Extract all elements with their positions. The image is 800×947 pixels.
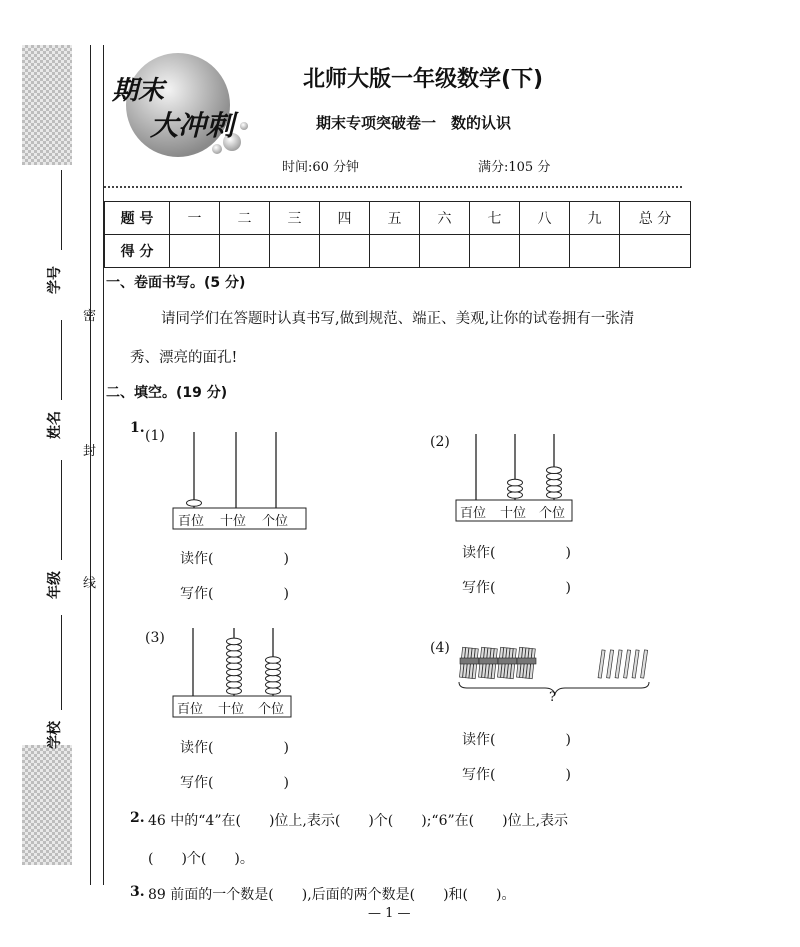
score-table-header-row	[105, 202, 691, 235]
bundle-tie	[460, 658, 479, 664]
q1-1-read[interactable]: 读作( )	[180, 551, 289, 567]
abacus-bead	[227, 663, 242, 670]
abacus-bead	[266, 663, 281, 670]
grade-fill-line	[61, 460, 62, 560]
exam-full-score: 满分:105 分	[478, 160, 551, 175]
score-header-cell: 题 号	[105, 202, 170, 235]
page-number: — 1 —	[368, 906, 411, 921]
binding-pattern-top	[22, 45, 72, 165]
q1-number: 1.	[130, 420, 145, 436]
score-cell[interactable]	[170, 235, 220, 268]
score-cell[interactable]	[270, 235, 320, 268]
score-cell[interactable]	[470, 235, 520, 268]
score-header-cell: 四	[320, 202, 370, 235]
q1-sub2-label: (2)	[430, 434, 450, 450]
abacus-bead	[187, 500, 202, 507]
bundle-tie	[517, 658, 536, 664]
score-cell[interactable]	[320, 235, 370, 268]
dotted-separator	[104, 186, 682, 188]
single-stick	[615, 650, 622, 678]
score-header-cell: 二	[220, 202, 270, 235]
abacus-bead	[508, 492, 523, 499]
logo-text-2: 大冲刺	[150, 109, 235, 142]
bundles-figure	[455, 642, 655, 708]
abacus-bead	[547, 486, 562, 493]
name-label: 姓名	[47, 411, 63, 439]
score-header-cell: 三	[270, 202, 320, 235]
logo	[110, 50, 260, 160]
abacus-3	[172, 626, 294, 720]
score-cell[interactable]	[570, 235, 620, 268]
abacus-bead	[547, 492, 562, 499]
q1-2-write[interactable]: 写作( )	[462, 580, 571, 596]
bundle-tie	[479, 658, 498, 664]
q1-sub3-label: (3)	[145, 630, 165, 646]
page-subtitle: 期末专项突破卷一 数的认识	[316, 114, 512, 132]
abacus-3-place-ones: 个位	[258, 702, 285, 717]
seal-char-feng: 封	[83, 444, 97, 459]
student-no-label: 学号	[47, 266, 63, 294]
binding-line-outer	[90, 45, 91, 885]
score-header-cell: 八	[520, 202, 570, 235]
single-stick	[624, 650, 631, 678]
abacus-bead	[227, 638, 242, 645]
abacus-bead	[227, 688, 242, 695]
score-header-cell: 总 分	[620, 202, 691, 235]
q2-line2: ( )个( )。	[148, 851, 254, 867]
score-cell[interactable]	[420, 235, 470, 268]
score-header-cell: 七	[470, 202, 520, 235]
score-cell[interactable]	[370, 235, 420, 268]
abacus-bead	[266, 675, 281, 682]
binding-line-inner	[103, 45, 104, 885]
abacus-bead	[227, 675, 242, 682]
seal-char-mi: 密	[83, 309, 97, 324]
name-fill-line	[61, 320, 62, 400]
page-title: 北师大版一年级数学(下)	[303, 67, 544, 92]
exam-time: 时间:60 分钟	[282, 160, 360, 175]
q1-2-read[interactable]: 读作( )	[462, 545, 571, 561]
q1-sub1-label: (1)	[145, 428, 165, 444]
section1-text-line2: 秀、漂亮的面孔!	[130, 350, 238, 366]
abacus-bead	[227, 644, 242, 651]
abacus-bead	[227, 651, 242, 658]
score-table	[104, 201, 691, 268]
score-cell[interactable]	[620, 235, 691, 268]
abacus-1-place-ones: 个位	[262, 514, 289, 529]
score-header-cell: 一	[170, 202, 220, 235]
abacus-bead	[266, 657, 281, 664]
abacus-1-place-hundreds: 百位	[178, 514, 205, 529]
section1-text-line1: 请同学们在答题时认真书写,做到规范、端正、美观,让你的试卷拥有一张清	[161, 311, 635, 327]
single-stick	[632, 650, 639, 678]
abacus-1-place-tens: 十位	[220, 514, 247, 529]
score-header-cell: 五	[370, 202, 420, 235]
score-header-cell: 九	[570, 202, 620, 235]
bundle-tie	[498, 658, 517, 664]
abacus-1	[172, 430, 307, 530]
abacus-2-place-ones: 个位	[539, 506, 566, 521]
score-row-label: 得 分	[105, 235, 170, 268]
abacus-3-place-tens: 十位	[218, 702, 245, 717]
q3-number: 3.	[130, 884, 145, 900]
q2-number: 2.	[130, 810, 145, 826]
school-fill-line	[61, 615, 62, 710]
q3-line1: 89 前面的一个数是( ),后面的两个数是( )和( )。	[148, 887, 516, 903]
abacus-bead	[266, 682, 281, 689]
abacus-2-place-tens: 十位	[500, 506, 527, 521]
abacus-bead	[547, 479, 562, 486]
abacus-bead	[508, 486, 523, 493]
abacus-bead	[266, 669, 281, 676]
abacus-bead	[227, 657, 242, 664]
abacus-bead	[508, 479, 523, 486]
score-header-cell: 六	[420, 202, 470, 235]
score-table-score-row	[105, 235, 691, 268]
q1-1-write[interactable]: 写作( )	[180, 586, 289, 602]
q1-3-read[interactable]: 读作( )	[180, 740, 289, 756]
q1-4-write[interactable]: 写作( )	[462, 767, 571, 783]
score-cell[interactable]	[520, 235, 570, 268]
abacus-bead	[227, 669, 242, 676]
logo-text-1: 期末	[112, 76, 165, 106]
seal-char-xian: 线	[83, 576, 97, 591]
score-cell[interactable]	[220, 235, 270, 268]
q1-3-write[interactable]: 写作( )	[180, 775, 289, 791]
student-no-fill-line	[61, 170, 62, 250]
single-stick	[607, 650, 614, 678]
binding-pattern-bottom	[22, 745, 72, 865]
abacus-bead	[266, 688, 281, 695]
q2-line1: 46 中的“4”在( )位上,表示( )个( );“6”在( )位上,表示	[148, 813, 569, 829]
school-label: 学校	[47, 721, 63, 749]
abacus-bead	[547, 473, 562, 480]
abacus-bead	[227, 682, 242, 689]
abacus-2	[455, 432, 575, 522]
q1-sub4-label: (4)	[430, 640, 450, 656]
single-stick	[598, 650, 605, 678]
abacus-2-place-hundreds: 百位	[460, 506, 487, 521]
abacus-bead	[547, 467, 562, 474]
single-stick	[641, 650, 648, 678]
section2-heading: 二、填空。(19 分)	[106, 385, 228, 401]
grade-label: 年级	[47, 571, 63, 599]
abacus-3-place-hundreds: 百位	[177, 702, 204, 717]
section1-heading: 一、卷面书写。(5 分)	[106, 275, 246, 291]
bundles-question-mark: ?	[549, 690, 556, 705]
q1-4-read[interactable]: 读作( )	[462, 732, 571, 748]
